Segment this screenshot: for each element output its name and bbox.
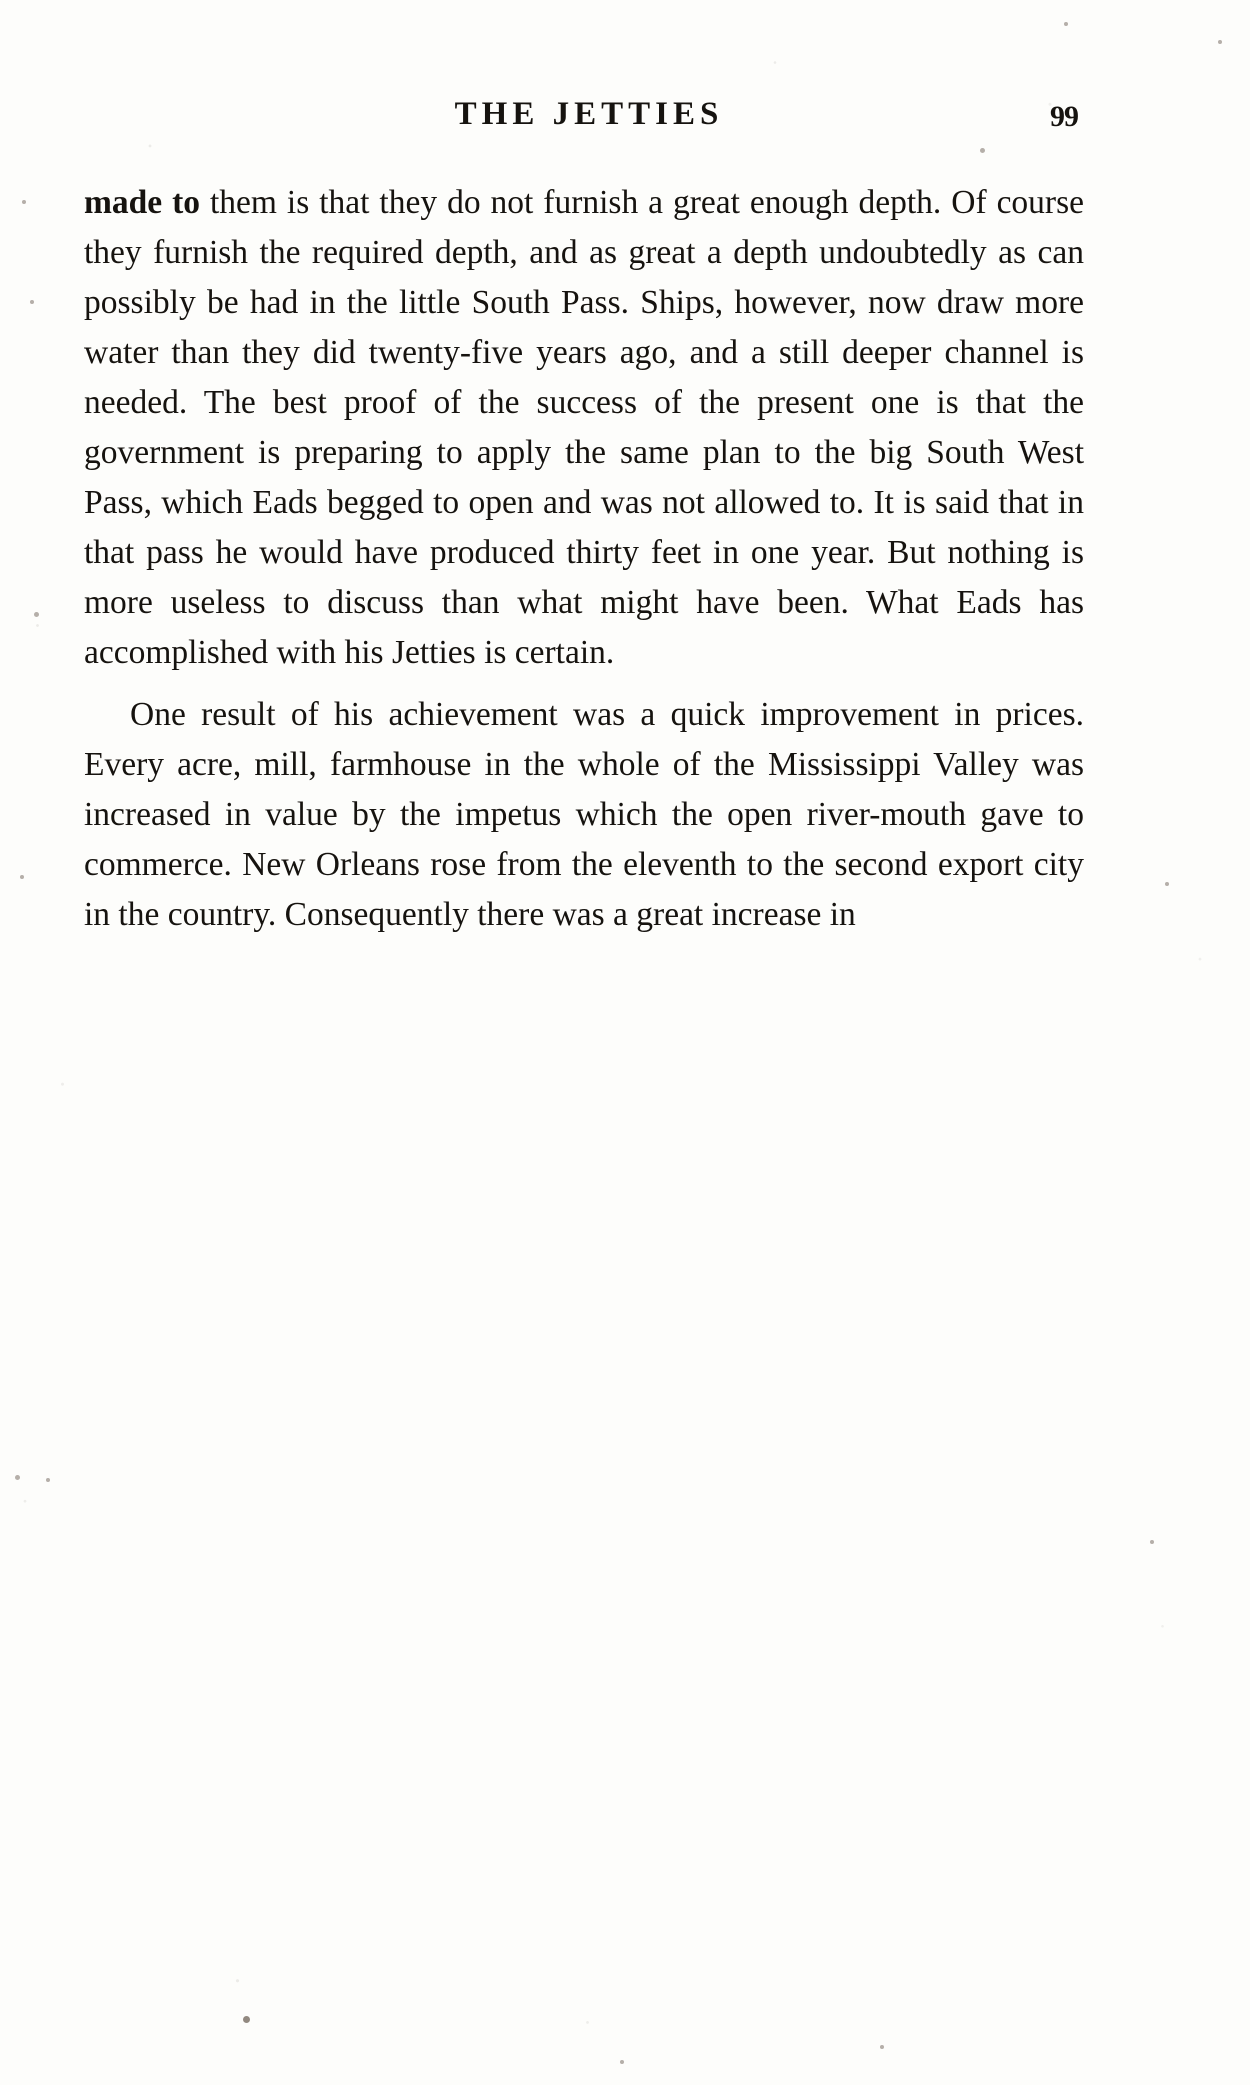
scan-speck	[20, 875, 24, 879]
scan-speck	[1064, 22, 1068, 26]
paragraph-1	[84, 178, 1084, 678]
running-head: THE JETTIES	[454, 96, 724, 132]
scan-speck	[620, 2060, 624, 2064]
page-header	[84, 96, 1084, 156]
paragraph-2	[84, 690, 1084, 940]
body-text	[84, 178, 1084, 940]
page-number: 99	[1050, 100, 1078, 133]
scan-speck	[34, 612, 39, 617]
scan-speck	[30, 300, 34, 304]
paragraph-1-lead: made to	[84, 184, 201, 221]
scan-speck	[15, 1475, 20, 1480]
scan-speck	[880, 2045, 884, 2049]
page-content	[84, 96, 1084, 940]
scan-speck	[46, 1478, 50, 1482]
scan-speck	[243, 2016, 250, 2023]
scan-speck	[1150, 1540, 1154, 1544]
scan-speck	[1218, 40, 1222, 44]
scan-speck	[1165, 882, 1169, 886]
paragraph-2-text: One result of his achievement was a quick improvement in prices. Every acre, mill, farmhouse in the whole of the Mississippi Valley was increased in value by the impetus which the open river-mouth gave to commerce. New Orleans rose from the eleventh to the second export city in the country. Consequently there was a great increase in	[84, 696, 1084, 933]
paragraph-1-text: them is that they do not furnish a great enough depth. Of course they furnish the required depth, and as great a depth undoubtedly as can possibly be had in the little South Pass. Ships, however, now draw more water than they did twenty-five years ago, and a still deeper channel is needed. The best proof of the success of the present one is that the government is preparing to apply the same plan to the big South West Pass, which Eads begged to open and was not allowed to. It is said that in that pass he would have produced thirty feet in one year. But nothing is more useless to discuss than what might have been. What Eads has accomplished with his Jetties is certain.	[84, 184, 1084, 671]
scan-speck	[22, 200, 26, 204]
